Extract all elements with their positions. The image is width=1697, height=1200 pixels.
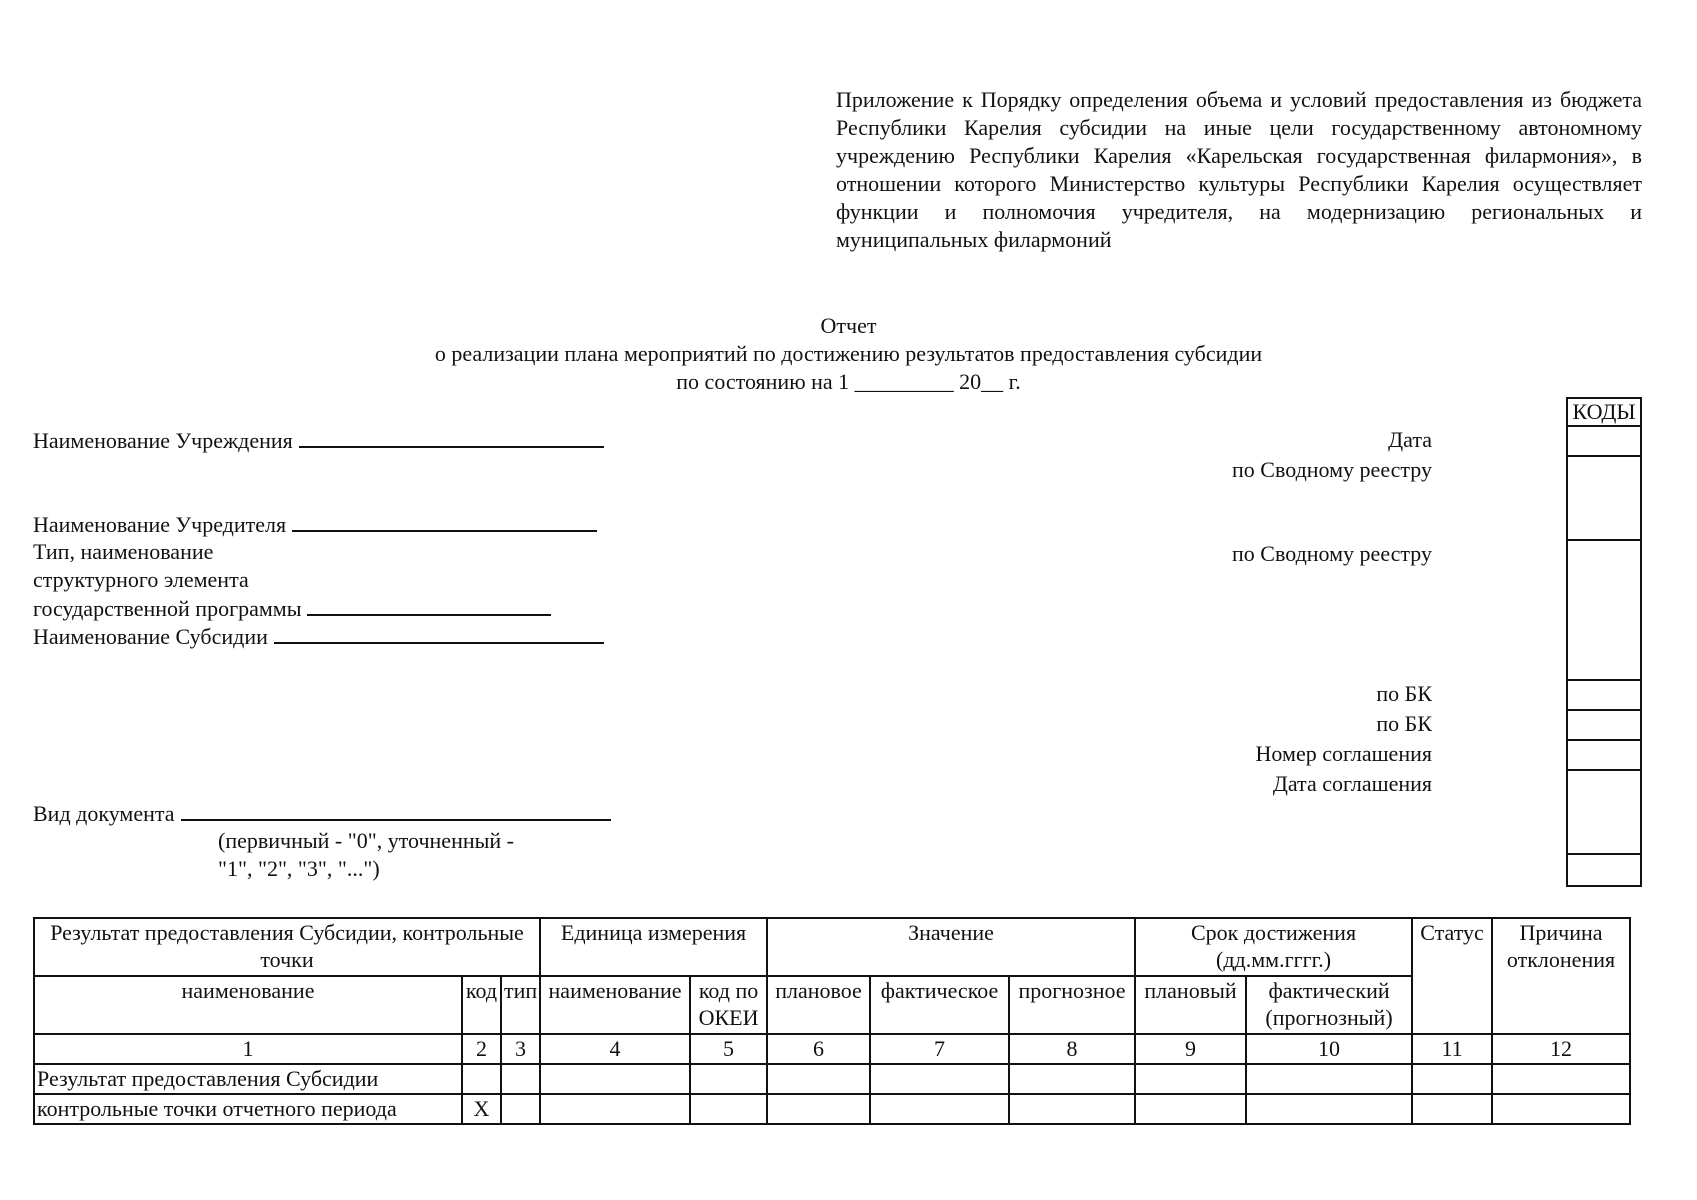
program-blank[interactable] <box>307 594 551 616</box>
table-cell[interactable] <box>1412 1094 1492 1124</box>
table-row <box>34 1094 1630 1124</box>
code-extra-cell[interactable] <box>1566 855 1642 887</box>
table-cell[interactable] <box>1492 1094 1630 1124</box>
col-number: 11 <box>1412 1034 1492 1064</box>
subheader-planned: плановое <box>767 976 870 1034</box>
table-cell[interactable] <box>870 1094 1009 1124</box>
col-number: 8 <box>1009 1034 1135 1064</box>
report-subtitle: о реализации плана мероприятий по достижению результатов предоставления субсидии <box>434 341 1263 366</box>
doc-type-hint-2: "1", "2", "3", "...") <box>218 856 380 881</box>
code-agreement-date-cell[interactable] <box>1566 771 1642 855</box>
table-cell[interactable] <box>1009 1064 1135 1094</box>
subsidy-blank[interactable] <box>274 622 604 644</box>
header-reason: Причина отклонения <box>1492 918 1630 1034</box>
col-number: 1 <box>34 1034 462 1064</box>
table-cell[interactable] <box>501 1094 540 1124</box>
column-number-row <box>34 1034 1630 1064</box>
header-deadline: Срок достижения (дд.мм.гггг.) <box>1135 918 1412 976</box>
doc-type-hint-1: (первичный - "0", уточненный - <box>218 828 514 853</box>
code-agreement-number-cell[interactable] <box>1566 741 1642 771</box>
header-status: Статус <box>1412 918 1492 1034</box>
subheader-name: наименование <box>34 976 462 1034</box>
doc-type-field <box>33 799 611 828</box>
table-cell[interactable] <box>540 1094 690 1124</box>
col-number: 6 <box>767 1034 870 1064</box>
appendix-note: Приложение к Порядку определения объема и условий предоставления из бюджета Республики Карелия субсидии на иные цели государственному автономному учреждению Республики Карелия «Карельская государственная филармония», в отношении которого Министерство культуры Республики Карелия осуществляет функции и полномочия учредителя, на модернизацию региональных и муниципальных филармоний <box>836 87 1642 252</box>
subsidy-label: Наименование Субсидии <box>33 624 268 649</box>
institution-field <box>33 426 604 455</box>
table-cell[interactable] <box>690 1064 767 1094</box>
program-type-label-3: государственной программы <box>33 596 302 621</box>
table-row <box>34 1064 1630 1094</box>
table-cell[interactable] <box>1246 1064 1412 1094</box>
subheader-type: тип <box>501 976 540 1034</box>
founder-blank[interactable] <box>292 510 597 532</box>
bk-label-1: по БК <box>1376 681 1432 706</box>
col-number: 3 <box>501 1034 540 1064</box>
registry-label-2: по Сводному реестру <box>1232 541 1432 566</box>
code-date-cell[interactable] <box>1566 427 1642 457</box>
codes-header: КОДЫ <box>1566 397 1642 427</box>
code-registry-cell-2[interactable] <box>1566 541 1642 681</box>
institution-label: Наименование Учреждения <box>33 428 293 453</box>
table-cell[interactable] <box>1135 1094 1246 1124</box>
col-number: 12 <box>1492 1034 1630 1064</box>
subheader-actual: фактическое <box>870 976 1009 1034</box>
doc-type-blank[interactable] <box>181 799 611 821</box>
bk-label-2: по БК <box>1376 711 1432 736</box>
agreement-date-label: Дата соглашения <box>1272 771 1432 796</box>
agreement-number-label: Номер соглашения <box>1255 741 1432 766</box>
table-cell[interactable] <box>767 1064 870 1094</box>
results-table <box>33 917 1631 1125</box>
subheader-okei: код по ОКЕИ <box>690 976 767 1034</box>
code-bk-cell-1[interactable] <box>1566 681 1642 711</box>
program-type-label-2: структурного элемента <box>33 567 249 592</box>
founder-label: Наименование Учредителя <box>33 512 287 537</box>
table-cell[interactable] <box>1135 1064 1246 1094</box>
header-unit: Единица измерения <box>540 918 767 976</box>
table-cell[interactable] <box>1009 1094 1135 1124</box>
subheader-plan-date: плановый <box>1135 976 1246 1034</box>
program-type-label-1: Тип, наименование <box>33 539 214 564</box>
subsidy-field <box>33 622 604 651</box>
col-number: 9 <box>1135 1034 1246 1064</box>
table-cell[interactable] <box>501 1064 540 1094</box>
program-field <box>33 594 551 623</box>
table-cell[interactable] <box>462 1064 501 1094</box>
table-cell[interactable] <box>1492 1064 1630 1094</box>
table-cell[interactable] <box>1412 1064 1492 1094</box>
table-cell[interactable] <box>767 1094 870 1124</box>
report-title: Отчет <box>820 313 877 338</box>
header-value: Значение <box>767 918 1135 976</box>
table-cell[interactable] <box>1246 1094 1412 1124</box>
date-label: Дата <box>1388 427 1432 452</box>
col-number: 10 <box>1246 1034 1412 1064</box>
table-cell[interactable] <box>540 1064 690 1094</box>
table-cell[interactable] <box>690 1094 767 1124</box>
header-result: Результат предоставления Субсидии, контрольные точки <box>34 918 540 976</box>
code-registry-cell-1[interactable] <box>1566 457 1642 541</box>
report-date-line: по состоянию на 1 _________ 20__ г. <box>676 369 1021 394</box>
doc-type-label: Вид документа <box>33 801 175 826</box>
col-number: 2 <box>462 1034 501 1064</box>
founder-field <box>33 510 597 539</box>
subheader-actual-date: фактический (прогнозный) <box>1246 976 1412 1034</box>
table-header-row-1 <box>34 918 1630 976</box>
registry-label-1: по Сводному реестру <box>1232 457 1432 482</box>
col-number: 5 <box>690 1034 767 1064</box>
subheader-unit-name: наименование <box>540 976 690 1034</box>
code-bk-cell-2[interactable] <box>1566 711 1642 741</box>
subheader-forecast: прогнозное <box>1009 976 1135 1034</box>
checkpoint-code-cell: X <box>462 1094 501 1124</box>
codes-column <box>1566 397 1642 887</box>
table-cell[interactable] <box>870 1064 1009 1094</box>
col-number: 7 <box>870 1034 1009 1064</box>
subheader-code: код <box>462 976 501 1034</box>
institution-blank[interactable] <box>299 426 604 448</box>
table-header-row-2 <box>34 976 1630 1034</box>
col-number: 4 <box>540 1034 690 1064</box>
checkpoints-row-label: контрольные точки отчетного периода <box>34 1094 462 1124</box>
result-row-label: Результат предоставления Субсидии <box>34 1064 462 1094</box>
